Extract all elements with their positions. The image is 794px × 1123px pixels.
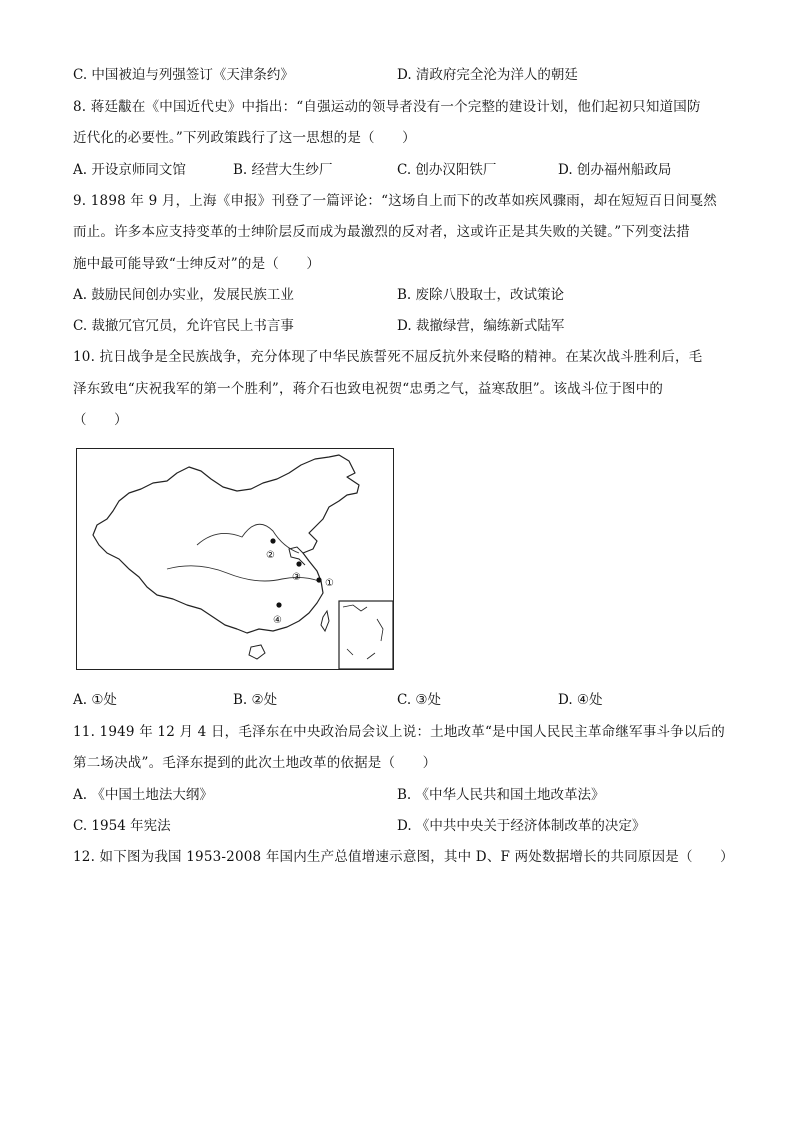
- marker-label-1: ①: [325, 578, 334, 589]
- marker-dot-4: [276, 602, 281, 607]
- marker-label-4: ④: [273, 615, 282, 626]
- q10-option-c: C. ③处: [397, 692, 442, 708]
- china-map-drawing: [77, 449, 393, 669]
- q10-option-a: A. ①处: [73, 692, 117, 708]
- q8-option-d: D. 创办福州船政局: [558, 162, 672, 178]
- q10-option-d: D. ④处: [558, 692, 603, 708]
- q11-option-c: C. 1954 年宪法: [73, 818, 171, 834]
- q8-stem-line2: 近代化的必要性。”下列政策践行了这一思想的是（ ）: [73, 130, 416, 146]
- marker-label-2: ②: [266, 550, 275, 561]
- china-map-figure: [76, 448, 394, 670]
- q9-stem-line3: 施中最可能导致“士绅反对”的是（ ）: [73, 256, 321, 272]
- marker-dot-1: [316, 577, 321, 582]
- q12-stem-line1: 12. 如下图为我国 1953-2008 年国内生产总值增速示意图，其中 D、F 两处数据增长的共同原因是（ ）: [73, 849, 734, 865]
- q8-option-c: C. 创办汉阳铁厂: [397, 162, 497, 178]
- q10-stem-line3: （ ）: [73, 412, 128, 428]
- q9-option-c: C. 裁撤冗官冗员，允许官民上书言事: [73, 318, 294, 334]
- hainan-island: [249, 645, 265, 659]
- q9-option-d: D. 裁撤绿营，编练新式陆军: [397, 318, 565, 334]
- q9-option-b: B. 废除八股取士，改试策论: [397, 287, 565, 303]
- q10-option-b: B. ②处: [233, 692, 278, 708]
- q8-option-a: A. 开设京师同文馆: [73, 162, 186, 178]
- q7-option-d: D. 清政府完全沦为洋人的朝廷: [397, 67, 578, 83]
- marker-label-3: ③: [292, 572, 301, 583]
- q9-stem-line2: 而止。许多本应支持变革的士绅阶层反而成为最激烈的反对者，这或许正是其失败的关键。”下列变法措: [73, 224, 690, 240]
- q11-stem-line1: 11. 1949 年 12 月 4 日，毛泽东在中央政治局会议上说：土地改革“是中国人民民主革命继军事斗争以后的: [73, 724, 725, 740]
- q9-stem-line1: 9. 1898 年 9 月，上海《申报》刊登了一篇评论：“这场自上而下的改革如疾风骤雨，却在短短百日间戛然: [73, 193, 717, 209]
- yellow-river: [197, 524, 299, 553]
- q7-option-c: C. 中国被迫与列强签订《天津条约》: [73, 67, 294, 83]
- china-outline: [93, 455, 359, 633]
- marker-dot-3: [296, 561, 301, 566]
- q11-stem-line2: 第二场决战”。毛泽东提到的此次土地改革的依据是（ ）: [73, 755, 437, 771]
- q8-stem-line1: 8. 蒋廷黻在《中国近代史》中指出：“自强运动的领导者没有一个完整的建设计划，他们起初只知道国防: [73, 99, 701, 115]
- q11-option-a: A. 《中国土地法大纲》: [73, 787, 213, 803]
- q11-option-d: D. 《中共中央关于经济体制改革的决定》: [397, 818, 646, 834]
- marker-dot-2: [270, 538, 275, 543]
- q8-option-b: B. 经营大生纱厂: [233, 162, 333, 178]
- q10-stem-line2: 泽东致电“庆祝我军的第一个胜利”，蒋介石也致电祝贺“忠勇之气，益寒敌胆”。该战斗位于图中的: [73, 381, 664, 397]
- q11-option-b: B. 《中华人民共和国土地改革法》: [397, 787, 605, 803]
- south-china-sea-inset: [339, 601, 393, 669]
- q10-stem-line1: 10. 抗日战争是全民族战争，充分体现了中华民族誓死不屈反抗外来侵略的精神。在某次战斗胜利后，毛: [73, 349, 703, 365]
- q9-option-a: A. 鼓励民间创办实业，发展民族工业: [73, 287, 294, 303]
- taiwan-island: [321, 611, 329, 631]
